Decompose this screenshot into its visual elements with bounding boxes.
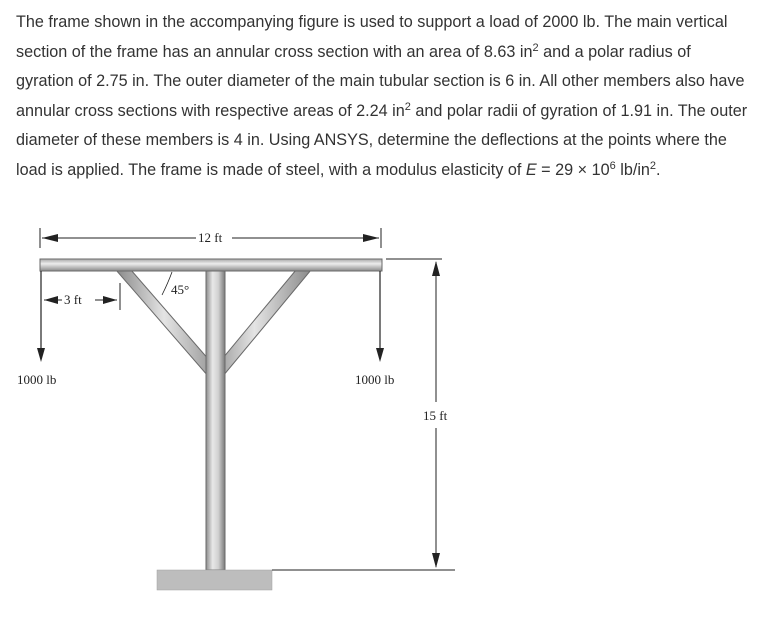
height-label: 15 ft [423,408,448,423]
problem-text-2: and a polar radius of gyration of 2.75 in. The outer diameter of the main tubular section is 6 in. All other members also have annular cross sections with respective areas of 2.24 in [16,42,745,120]
left-load-arrow-icon [37,271,45,362]
problem-text-5: lb/in [615,160,650,179]
superscript-4: 2 [649,159,657,172]
angle-label: 45° [171,282,190,297]
superscript-1: 2 [532,41,539,54]
superscript-3: 6 [609,159,616,172]
right-load-label: 1000 lb [355,372,395,387]
superscript-2: 2 [404,100,411,113]
problem-text-3: and polar radii of gyration of 1.91 in. The outer diameter of these members is 4 in. Using ANSYS, determine the deflections at the points where the load is applied. The frame is made of steel, with a modulus elasticity of [16,101,748,179]
offset-label: 3 ft [64,292,82,307]
main-column [206,270,225,570]
right-load-arrow-icon [376,271,384,362]
top-beam [40,259,382,271]
ground-support [157,570,272,590]
modulus-symbol: E [525,160,537,179]
problem-text-1: The frame shown in the accompanying figure is used to support a load of 2000 lb. The main vertical section of the frame has an annular cross section with an area of 8.63 in [16,13,728,61]
span-label: 12 ft [198,230,223,245]
offset-dimension [44,283,120,310]
problem-text-4: = 29 × 10 [536,160,610,179]
left-load-label: 1000 lb [17,372,57,387]
problem-text-6: . [656,160,661,179]
